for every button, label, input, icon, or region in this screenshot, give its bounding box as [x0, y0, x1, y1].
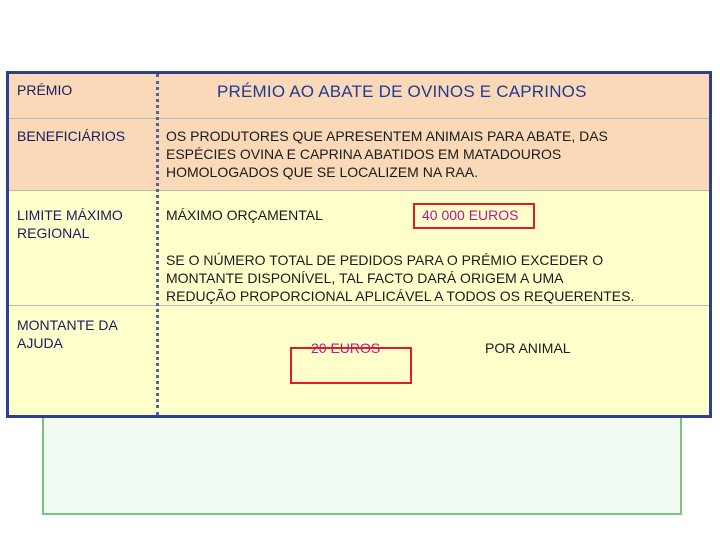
beneficiarios-line-2: ESPÉCIES OVINA E CAPRINA ABATIDOS EM MATADOUROS: [166, 146, 562, 162]
montante-per-animal: POR ANIMAL: [485, 340, 571, 356]
maximo-orcamental: MÁXIMO ORÇAMENTAL: [166, 207, 323, 223]
label-montante-line-1: MONTANTE DA: [17, 317, 118, 333]
background-green-box: [42, 405, 682, 515]
row-premio: [9, 74, 709, 118]
label-limite-line-2: REGIONAL: [17, 225, 90, 241]
label-beneficiarios: BENEFICIÁRIOS: [17, 128, 126, 144]
label-montante-line-2: AJUDA: [17, 335, 63, 351]
label-premio: PRÉMIO: [17, 82, 73, 98]
amount-highlight-box: [290, 347, 412, 384]
label-limite-line-1: LIMITE MÁXIMO: [17, 207, 123, 223]
row-limite: [9, 191, 709, 305]
montante-amount: 20 EUROS: [311, 340, 381, 356]
limite-note-line-3: REDUÇÃO PROPORCIONAL APLICÁVEL A TODOS OS REQUERENTES.: [166, 288, 635, 304]
limite-note-line-1: SE O NÚMERO TOTAL DE PEDIDOS PARA O PRÉMIO EXCEDER O: [166, 252, 604, 268]
row-beneficiarios: [9, 119, 709, 190]
limite-note-line-2: MONTANTE DISPONÍVEL, TAL FACTO DARÁ ORIGEM A UMA: [166, 270, 564, 286]
limite-amount: 40 000 EUROS: [422, 207, 519, 223]
beneficiarios-line-3: HOMOLOGADOS QUE SE LOCALIZEM NA RAA.: [166, 164, 478, 180]
beneficiarios-line-1: OS PRODUTORES QUE APRESENTEM ANIMAIS PARA ABATE, DAS: [166, 128, 608, 144]
premio-title: PRÉMIO AO ABATE DE OVINOS E CAPRINOS: [217, 82, 587, 101]
column-divider: [156, 74, 159, 415]
